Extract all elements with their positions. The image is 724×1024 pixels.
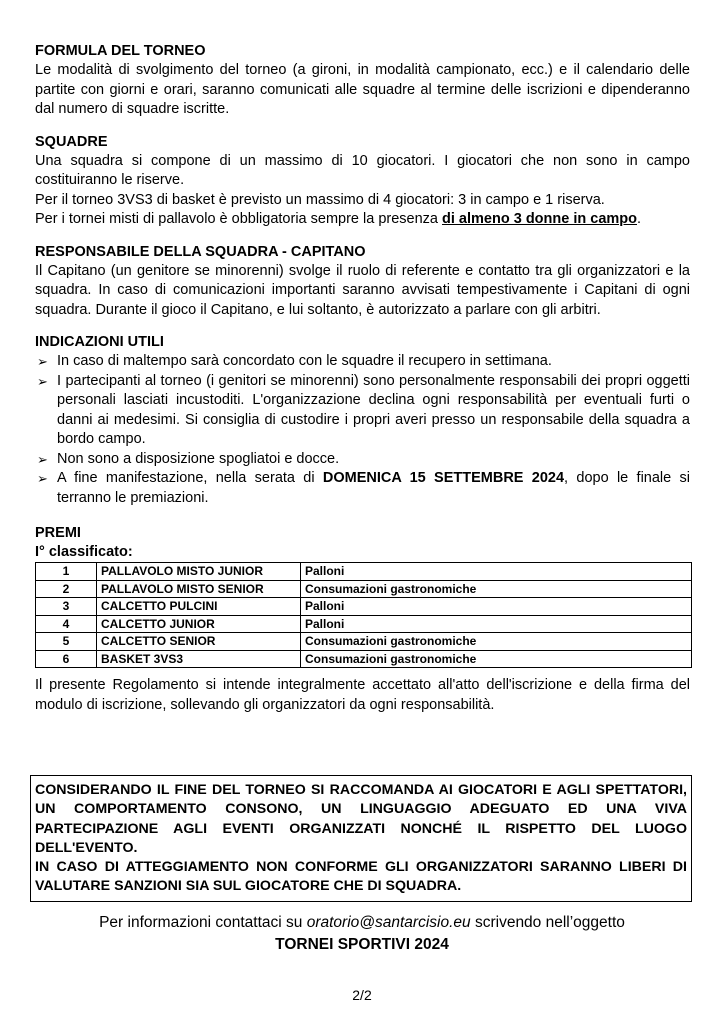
prize-category-cell: CALCETTO PULCINI <box>97 598 301 616</box>
table-row <box>36 598 692 616</box>
squadre-line-3-underlined: di almeno 3 donne in campo <box>442 211 637 227</box>
squadre-line-3-pre: Per i tornei misti di pallavolo è obbligatoria sempre la presenza <box>35 211 443 227</box>
section-capitano <box>35 243 690 321</box>
prizes-table <box>35 562 692 668</box>
prize-rank-cell: 6 <box>36 650 97 668</box>
prize-category-cell: BASKET 3VS3 <box>97 650 301 668</box>
prize-rank-cell: 5 <box>36 633 97 651</box>
formula-text: Le modalità di svolgimento del torneo (a gironi, in modalità campionato, ecc.) e il calendario delle partite con giorni e orari, saranno comunicati alle squadre al termine delle iscrizioni e dipenderanno dal numero di squadre iscritte. <box>35 62 690 117</box>
prize-reward-cell: Palloni <box>301 563 692 581</box>
footer <box>0 912 724 956</box>
footer-event-title: TORNEI SPORTIVI 2024 <box>275 936 449 953</box>
prize-category-cell: CALCETTO SENIOR <box>97 633 301 651</box>
prize-reward-cell: Palloni <box>301 615 692 633</box>
regolamento-text: Il presente Regolamento si intende integralmente accettato all'atto dell'iscrizione e della firma del modulo di iscrizione, sollevando gli organizzatori da ogni responsabilità. <box>35 677 690 713</box>
list-item <box>35 372 690 450</box>
notice-paragraph-1: CONSIDERANDO IL FINE DEL TORNEO SI RACCOMANDA AI GIOCATORI E AGLI SPETTATORI, UN COMPORTAMENTO CONSONO, UN LINGUAGGIO ADEGUATO ED UNA VIVA PARTECIPAZIONE AGLI EVENTI ORGANIZZATI NONCHÉ IL RISPETTO DEL LUOGO DELL'EVENTO. <box>35 782 687 856</box>
prize-reward-cell: Consumazioni gastronomiche <box>301 650 692 668</box>
squadre-line-1: Una squadra si compone di un massimo di 10 giocatori. I giocatori che non sono in campo costituiranno le riserve. <box>35 152 690 188</box>
squadre-line-3 <box>35 210 690 230</box>
section-squadre <box>35 133 690 230</box>
prize-category-cell: PALLAVOLO MISTO JUNIOR <box>97 563 301 581</box>
table-row <box>36 615 692 633</box>
section-formula <box>35 42 690 120</box>
section-title-capitano: RESPONSABILE DELLA SQUADRA - CAPITANO <box>35 243 366 260</box>
footer-contact-pre: Per informazioni contattaci su <box>99 914 307 931</box>
list-item-text: I partecipanti al torneo (i genitori se minorenni) sono personalmente responsabili dei propri oggetti personali lasciati incustoditi. L'organizzazione declina ogni responsabilità per eventuali furti o danni ai medesimi. Si consiglia di custodire i propri averi presso un responsabile della squadra a bordo campo. <box>57 372 690 447</box>
prize-rank-cell: 2 <box>36 580 97 598</box>
section-title-squadre: SQUADRE <box>35 133 108 150</box>
squadre-line-2: Per il torneo 3VS3 di basket è previsto un massimo di 4 giocatori: 3 in campo e 1 riserva. <box>35 191 605 208</box>
prize-rank-cell: 1 <box>36 563 97 581</box>
list-item <box>35 352 690 372</box>
section-title-premi: PREMI <box>35 525 81 541</box>
event-date: DOMENICA 15 SETTEMBRE 2024 <box>322 470 565 486</box>
document-body <box>35 42 690 715</box>
list-item <box>35 469 690 508</box>
prize-reward-cell: Consumazioni gastronomiche <box>301 633 692 651</box>
prize-category-cell: PALLAVOLO MISTO SENIOR <box>97 580 301 598</box>
section-title-indicazioni: INDICAZIONI UTILI <box>35 334 164 350</box>
prize-rank-cell: 4 <box>36 615 97 633</box>
arrow-bullet-icon: ➢ <box>37 354 48 369</box>
table-row <box>36 563 692 581</box>
prize-category-cell: CALCETTO JUNIOR <box>97 615 301 633</box>
table-row <box>36 580 692 598</box>
arrow-bullet-icon: ➢ <box>37 373 48 389</box>
section-title-formula: FORMULA DEL TORNEO <box>35 43 206 59</box>
section-indicazioni <box>35 333 690 508</box>
premi-subtitle: I° classificato: <box>35 544 133 560</box>
list-item-text-post: , dopo le finale si terranno le premiazioni. <box>57 470 690 506</box>
capitano-text: Il Capitano (un genitore se minorenni) svolge il ruolo di referente e contatto tra gli organizzatori e la squadra. In caso di comunicazioni importanti saranno avvisati tempestivamente i Capitani di ogni squadra. Durante il gioco il Capitano, e lui soltanto, è autorizzato a parlare con gli arbitri. <box>35 262 690 318</box>
list-item-text-pre: A fine manifestazione, nella serata di <box>57 470 323 486</box>
prize-reward-cell: Palloni <box>301 598 692 616</box>
contact-email-link[interactable]: oratorio@santarcisio.eu <box>306 914 471 931</box>
table-row <box>36 650 692 668</box>
arrow-bullet-icon: ➢ <box>37 471 48 486</box>
indicazioni-list <box>35 352 690 508</box>
prize-rank-cell: 3 <box>36 598 97 616</box>
page-number: 2/2 <box>352 987 372 1003</box>
squadre-line-3-post: . <box>637 211 642 227</box>
list-item <box>35 450 690 470</box>
list-item-text: In caso di maltempo sarà concordato con le squadre il recupero in settimana. <box>57 353 552 369</box>
table-row <box>36 633 692 651</box>
prize-reward-cell: Consumazioni gastronomiche <box>301 580 692 598</box>
list-item-text: Non sono a disposizione spogliatoi e docce. <box>57 450 340 467</box>
arrow-bullet-icon: ➢ <box>37 451 48 467</box>
notice-paragraph-2: IN CASO DI ATTEGGIAMENTO NON CONFORME GLI ORGANIZZATORI SARANNO LIBERI DI VALUTARE SANZIONI SIA SUL GIOCATORE CHE DI SQUADRA. <box>35 859 687 895</box>
footer-contact-line <box>0 912 724 934</box>
notice-box <box>30 775 692 902</box>
section-premi <box>35 524 690 668</box>
footer-contact-post: scrivendo nell’oggetto <box>470 914 625 931</box>
